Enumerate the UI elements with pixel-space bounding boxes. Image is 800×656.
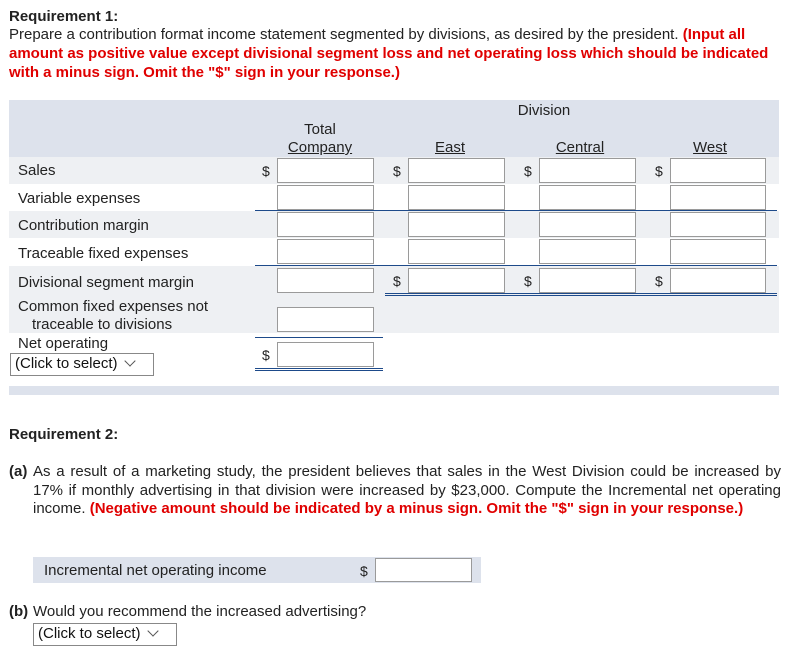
input-east-sales[interactable]	[408, 158, 505, 183]
incremental-label: Incremental net operating income	[44, 562, 267, 579]
dollar-east-sales: $	[393, 163, 401, 179]
input-west-variable[interactable]	[670, 185, 766, 210]
double-line-segment	[385, 293, 777, 296]
input-total-traceable[interactable]	[277, 239, 374, 264]
dollar-central-sales: $	[524, 163, 532, 179]
row-label-common-fixed-1: Common fixed expenses not	[18, 298, 209, 315]
input-east-contribution[interactable]	[408, 212, 505, 237]
requirement-1-title: Requirement 1:	[9, 8, 119, 25]
col-east: East	[434, 139, 465, 156]
input-total-segment[interactable]	[277, 268, 374, 293]
input-central-variable[interactable]	[539, 185, 636, 210]
dollar-east-segment: $	[393, 273, 401, 289]
row-label-net-operating: Net operating	[18, 335, 109, 352]
dollar-west-sales: $	[655, 163, 663, 179]
input-total-common-fixed[interactable]	[277, 307, 374, 332]
net-operating-select[interactable]	[10, 353, 154, 376]
subtotal-line-segment	[255, 265, 777, 266]
dollar-total-sales: $	[262, 163, 270, 179]
input-incremental-noi[interactable]	[375, 558, 472, 582]
input-central-contribution[interactable]	[539, 212, 636, 237]
row-label-variable-expenses: Variable expenses	[18, 190, 141, 207]
row-label-common-fixed-2: traceable to divisions	[32, 316, 173, 333]
dollar-total-net-operating: $	[262, 347, 270, 363]
row-label-contribution-margin: Contribution margin	[18, 217, 149, 234]
dollar-incremental: $	[360, 563, 368, 579]
recommend-select[interactable]	[33, 623, 177, 646]
dollar-central-segment: $	[524, 273, 532, 289]
table-footer-bar	[9, 386, 779, 395]
division-header: Division	[517, 102, 571, 119]
part-b-text: Would you recommend the increased advertising?	[33, 603, 367, 620]
input-west-contribution[interactable]	[670, 212, 766, 237]
input-total-net-operating[interactable]	[277, 342, 374, 367]
col-west: West	[693, 139, 727, 156]
input-central-sales[interactable]	[539, 158, 636, 183]
input-west-sales[interactable]	[670, 158, 766, 183]
recommend-select-value: (Click to select)	[38, 625, 141, 642]
input-west-traceable[interactable]	[670, 239, 766, 264]
row-label-sales: Sales	[18, 162, 56, 179]
input-east-variable[interactable]	[408, 185, 505, 210]
col-central: Central	[555, 139, 605, 156]
subtotal-line-net-operating	[255, 337, 383, 338]
net-operating-select-value: (Click to select)	[15, 355, 118, 372]
input-west-segment[interactable]	[670, 268, 766, 293]
input-total-variable[interactable]	[277, 185, 374, 210]
part-b-label: (b)	[9, 603, 29, 620]
input-total-sales[interactable]	[277, 158, 374, 183]
chevron-down-icon	[147, 625, 158, 636]
input-central-segment[interactable]	[539, 268, 636, 293]
part-a-text	[33, 463, 781, 519]
col-total-line1: Total	[304, 121, 336, 138]
requirement-1-description: Prepare a contribution format income statement segmented by divisions, as desired by the president.	[9, 26, 679, 43]
part-a-description: As a result of a marketing study, the president believes that sales in the West Division could be increased by 17% if monthly advertising in that division were increased by $23,000. Compute the Incremental net operating income.	[33, 463, 781, 517]
input-east-traceable[interactable]	[408, 239, 505, 264]
input-central-traceable[interactable]	[539, 239, 636, 264]
part-a-label: (a)	[9, 463, 28, 480]
requirement-1-text	[9, 25, 785, 82]
subtotal-line-contribution	[255, 210, 777, 211]
double-line-net-operating	[255, 368, 383, 371]
row-label-segment-margin: Divisional segment margin	[18, 274, 194, 291]
chevron-down-icon	[124, 355, 135, 366]
requirement-2-title: Requirement 2:	[9, 426, 119, 443]
part-a-instruction: (Negative amount should be indicated by a minus sign. Omit the "$" sign in your response.)	[89, 500, 744, 517]
dollar-west-segment: $	[655, 273, 663, 289]
input-total-contribution[interactable]	[277, 212, 374, 237]
row-label-traceable-fixed: Traceable fixed expenses	[18, 245, 189, 262]
requirement-1-instruction: (Input all amount as positive value except divisional segment loss and net operating loss which should be indicated with a minus sign. Omit the "$" sign in your response.)	[9, 26, 769, 81]
input-east-segment[interactable]	[408, 268, 505, 293]
col-total-company: Company	[287, 139, 353, 156]
